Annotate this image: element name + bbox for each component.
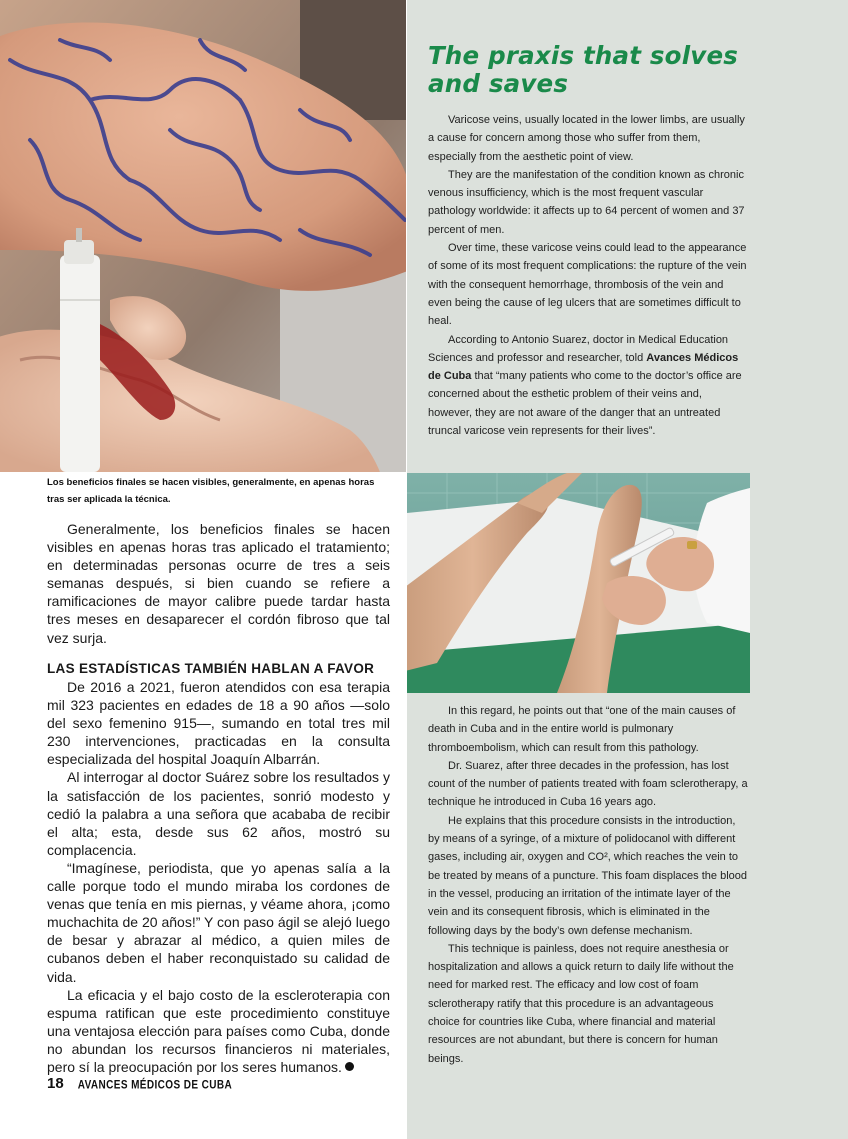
page-number: 18: [47, 1075, 64, 1092]
spanish-text-top: [47, 520, 390, 647]
photo-caption: Los beneficios finales se hacen visibles, generalmente, en apenas horas tras ser aplicada la técnica.: [47, 477, 375, 505]
treatment-photo: [407, 473, 750, 693]
english-paragraph: This technique is painless, does not require anesthesia or hospitalization and allows a quick return to daily life without the need for marked rest. The efficacy and low cost of foam sclerotherapy ratify that this procedure is an advantageous choice for countries like Cuba, where financial and material resources are not abundant, but there is concern for human beings.: [428, 942, 734, 1065]
section-heading: LAS ESTADÍSTICAS TAMBIÉN HABLAN A FAVOR: [47, 661, 375, 676]
page-footer: [47, 1075, 232, 1095]
quote-lead: According to Antonio Suarez, doctor in Medical Education Sciences and professor and researcher, told: [428, 333, 729, 364]
spanish-paragraph-final: [47, 986, 390, 1076]
magazine-name: AVANCES MÉDICOS DE CUBA: [77, 1078, 233, 1093]
english-text-bottom: [428, 702, 748, 1068]
end-of-article-bullet-icon: [345, 1062, 354, 1071]
english-text-top: [428, 111, 748, 440]
spanish-paragraph: Al interrogar al doctor Suárez sobre los resultados y la satisfacción de los pacientes, sonrió modesto y cedió la palabra a una señora que acababa de recibir el alta; esta, desde sus 62 años, mostró su complacencia.: [47, 769, 390, 858]
varicose-leg-photo: [0, 0, 406, 472]
english-paragraph: They are the manifestation of the condition known as chronic venous insufficiency, which is the most frequent vascular pathology worldwide: it affects up to 64 percent of women and 37 percent of men.: [428, 168, 745, 236]
final-paragraph-text: La eficacia y el bajo costo de la escleroterapia con espuma ratifican que este procedimiento constituye una ventajosa elección para países como Cuba, donde no abundan los recursos financieros ni materiales, pero sí la preocupación por los seres humanos.: [47, 986, 390, 1075]
magazine-name-inline: Avances Médicos de Cuba: [428, 351, 739, 383]
spanish-text-bottom: [47, 660, 390, 1076]
english-quote-paragraph: [428, 331, 748, 441]
quote-text: that “many patients who come to the doctor’s office are concerned about the esthetic problem of their veins and, however, they are not aware of the danger that an untreated truncal varicose vein represents for their lives”.: [428, 370, 742, 438]
english-paragraph: Over time, these varicose veins could lead to the appearance of some of its most frequent complications: the rupture of the vein with the consequent hemorrhage, thrombosis of the vein and even being the cause of leg ulcers that are sometimes difficult to heal.: [428, 242, 747, 328]
english-paragraph: In this regard, he points out that “one of the main causes of death in Cuba and in the entire world is pulmonary thromboembolism, which can result from this pathology.: [428, 705, 736, 754]
english-paragraph: Dr. Suarez, after three decades in the profession, has lost count of the number of patients treated with foam sclerotherapy, a technique he introduced in Cuba 16 years ago.: [428, 759, 748, 809]
article-headline: The praxis that solves and saves: [428, 41, 739, 98]
english-paragraph: Varicose veins, usually located in the lower limbs, are usually a cause for concern among those who suffer from them, especially from the aesthetic point of view.: [428, 114, 745, 163]
spanish-paragraph: Generalmente, los beneficios finales se hacen visibles en apenas horas tras aplicado el tratamiento; en determinadas personas ocurre de tres a seis semanas después, si bien cuando se refiere a ramificaciones de mayor calibre puede tardar hasta tres meses en desaparecer el cordón fibroso que tal vez surja.: [47, 521, 390, 646]
english-paragraph: He explains that this procedure consists in the introduction, by means of a syringe, of a mixture of polidocanol with different gases, including air, oxygen and CO², which reaches the vein to be treated by means of a puncture. This foam displaces the blood in the vessel, producing an irritation of the intimate layer of the vein and its consequent fibrosis, which is eliminated in the following days by the body’s own defense mechanism.: [428, 814, 747, 937]
spanish-paragraph: De 2016 a 2021, fueron atendidos con esa terapia mil 323 pacientes en edades de 18 a 90 años —solo del sexo femenino 915—, sumando en total tres mil 230 intervenciones, practicadas en la consulta especializada del hospital Joaquín Albarrán.: [47, 679, 390, 768]
spanish-paragraph: “Imagínese, periodista, que yo apenas salía a la calle porque todo el mundo miraba los cordones de venas que tenía en mis piernas, y véame ahora, ¡como muchachita de 20 años!” Y con paso ágil se alejó luego de besar y abrazar al médico, a quien miles de cubanos deben el haber reconquistado su calidad de vida.: [47, 859, 390, 985]
